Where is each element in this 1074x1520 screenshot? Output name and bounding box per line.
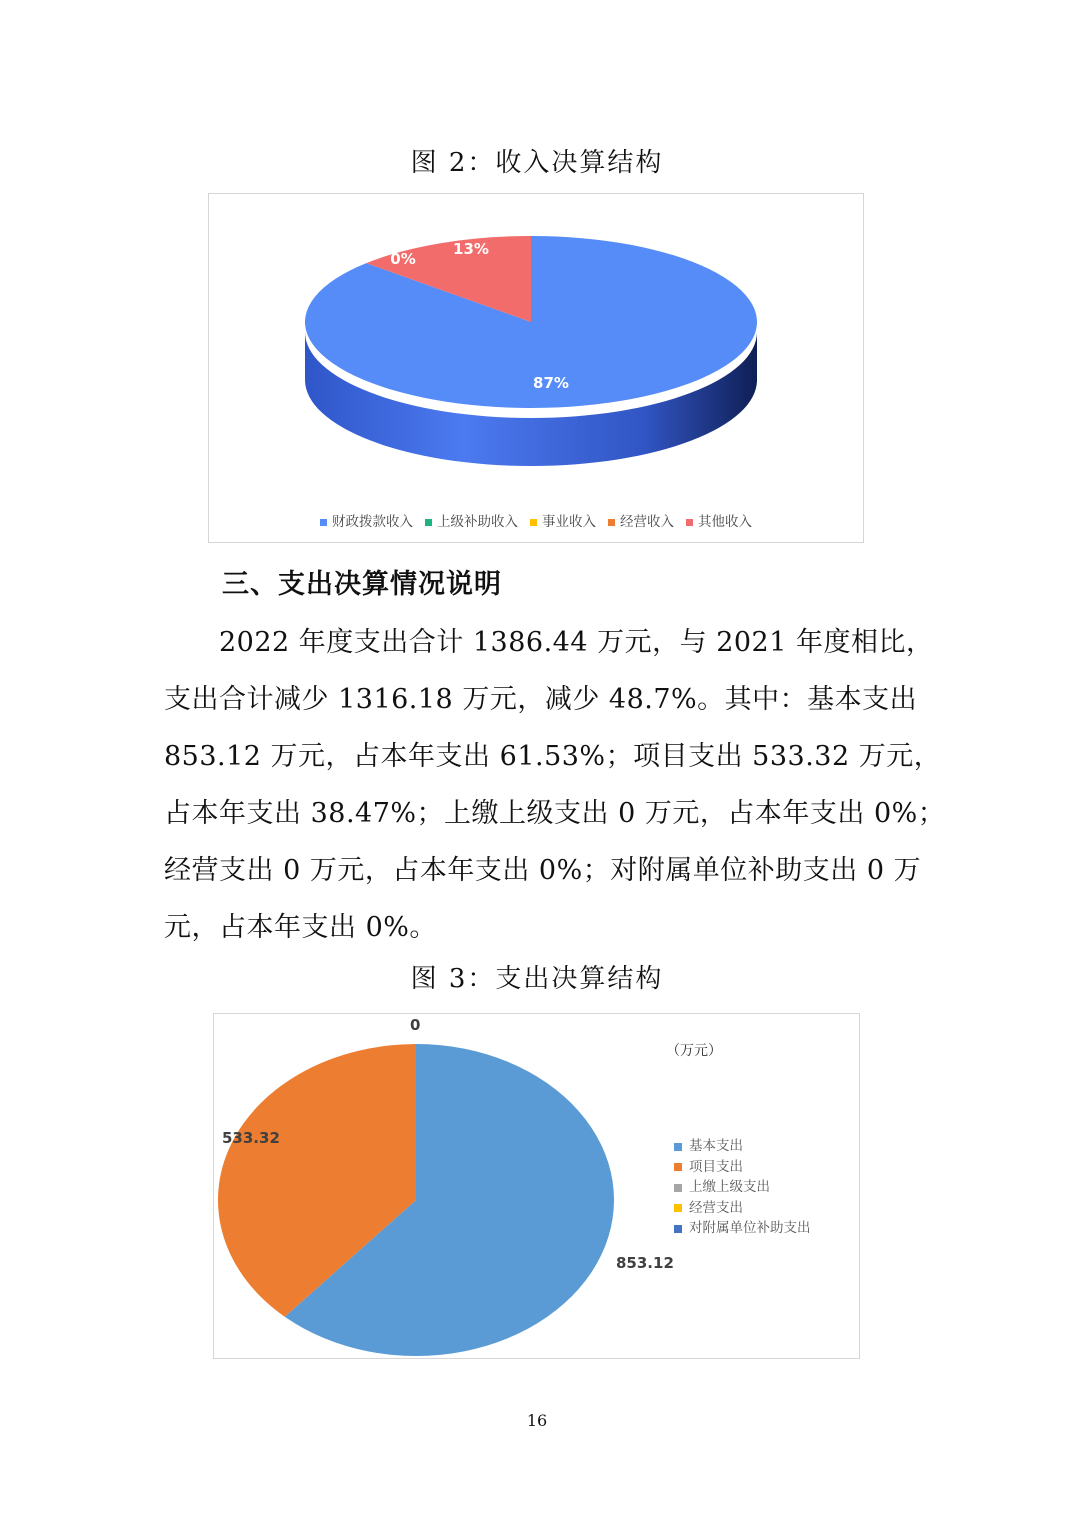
- paragraph-line-6: 元，占本年支出 0%。: [164, 912, 437, 943]
- legend-swatch: [674, 1225, 682, 1233]
- data-label-zero: 0: [410, 1016, 421, 1034]
- pie-data-label-4: 13%: [453, 240, 489, 258]
- income-legend: [209, 510, 863, 530]
- paragraph-line-1: 2022 年度支出合计 1386.44 万元，与 2021 年度相比，: [164, 627, 934, 658]
- legend-item-4: [686, 510, 752, 530]
- figure3-caption: 图 3：支出决算结构: [410, 964, 664, 994]
- legend-swatch: [674, 1163, 682, 1171]
- expense-legend: [674, 1136, 811, 1239]
- legend-swatch: [686, 519, 693, 526]
- legend-label: 项目支出: [689, 1158, 743, 1175]
- legend-label: 上级补助收入: [437, 514, 518, 530]
- legend-label: 上缴上级支出: [689, 1179, 770, 1195]
- legend-item-2: [530, 510, 596, 530]
- expense-legend-item-0: [674, 1136, 811, 1157]
- legend-item-1: [425, 510, 518, 530]
- income-pie-chart: [208, 193, 864, 543]
- legend-item-3: [608, 510, 674, 530]
- page-number: 16: [526, 1411, 548, 1430]
- expense-legend-item-1: [674, 1157, 811, 1178]
- expense-pie-chart: [213, 1013, 860, 1359]
- paragraph-line-2: 支出合计减少 1316.18 万元，减少 48.7%。其中：基本支出: [164, 684, 918, 715]
- figure2-caption: 图 2：收入决算结构: [410, 148, 664, 178]
- income-pie-svg: [209, 194, 865, 544]
- legend-swatch: [425, 519, 432, 526]
- legend-swatch: [320, 519, 327, 526]
- expense-legend-item-4: [674, 1218, 811, 1239]
- legend-label: 事业收入: [542, 514, 596, 530]
- legend-swatch: [674, 1143, 682, 1151]
- expense-legend-item-3: [674, 1198, 811, 1219]
- paragraph-line-3: 853.12 万元，占本年支出 61.53%；项目支出 533.32 万元，: [164, 741, 942, 772]
- paragraph-line-5: 经营支出 0 万元，占本年支出 0%；对附属单位补助支出 0 万: [164, 855, 922, 886]
- legend-swatch: [674, 1204, 682, 1212]
- pie-data-label-3: 0%: [390, 250, 416, 268]
- unit-label: （万元）: [666, 1043, 722, 1059]
- pie-data-label-0: 87%: [533, 374, 569, 392]
- data-label-project: 533.32: [222, 1129, 280, 1147]
- data-label-basic: 853.12: [616, 1254, 674, 1272]
- paragraph-line-4: 占本年支出 38.47%；上缴上级支出 0 万元，占本年支出 0%；: [164, 798, 946, 829]
- legend-label: 基本支出: [689, 1138, 743, 1154]
- legend-label: 经营收入: [620, 514, 674, 530]
- legend-swatch: [530, 519, 537, 526]
- legend-swatch: [674, 1184, 682, 1192]
- legend-item-0: [320, 510, 413, 530]
- legend-label: 经营支出: [689, 1199, 743, 1216]
- legend-label: 财政拨款收入: [332, 514, 413, 530]
- legend-swatch: [608, 519, 615, 526]
- legend-label: 对附属单位补助支出: [689, 1220, 811, 1236]
- expense-legend-item-2: [674, 1177, 811, 1198]
- legend-label: 其他收入: [698, 514, 752, 530]
- section-heading: 三、支出决算情况说明: [222, 569, 502, 600]
